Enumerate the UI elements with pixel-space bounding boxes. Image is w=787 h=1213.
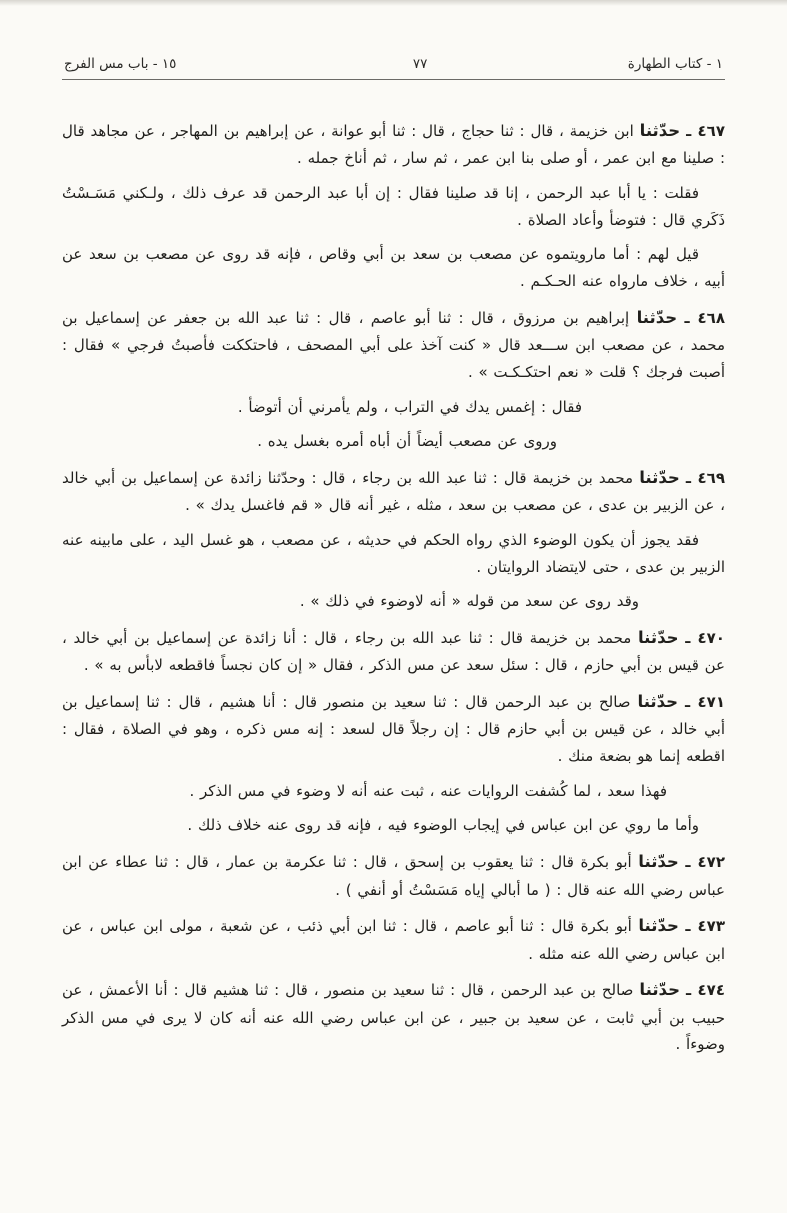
hadith-474 — [62, 975, 725, 1058]
hadith-468 — [62, 303, 725, 386]
hadith-text: محمد بن خزيمة قال : ثنا عبد الله بن رجاء ، قال : أنا زائدة عن إسماعيل بن أبي خالد ، عن قيس بن أبي حازم ، قال : سئل سعد عن مس الذكر ، فقال « إن كان نجساً فاقطعه لابأس به » . — [62, 629, 725, 675]
header-book-title: ١ - كتاب الطهارة — [627, 56, 723, 72]
commentary-467-a — [62, 180, 725, 233]
haddathana-lead: حدّثنا — [639, 467, 680, 487]
hadith-number: ٤٧١ ـ — [685, 693, 725, 712]
hadith-number: ٤٦٩ ـ — [685, 468, 725, 487]
hadith-467 — [62, 116, 725, 172]
hadith-text: صالح بن عبد الرحمن ، قال : ثنا سعيد بن منصور ، قال : ثنا هشيم قال : أنا الأعمش ، عن حبيب بن أبي ثابت ، عن سعيد بن جبير ، عن ابن عباس رضي الله عنه أنه كان لا يرى في مس الذكر وضوءاً . — [62, 981, 725, 1054]
hadith-number: ٤٧٠ ـ — [685, 629, 725, 648]
commentary-text: فقد يجوز أن يكون الوضوء الذي رواه الحكم في حديثه ، عن مصعب ، هو غسل اليد ، على مابينه عنه الزبير بن عدى ، حتى لايتضاد الروايتان . — [62, 530, 725, 576]
commentary-467-b — [62, 241, 725, 294]
commentary-text: قيل لهم : أما مارويتموه عن مصعب بن سعد بن أبي وقاص ، فإنه قد روى عن مصعب بن سعد عن أبيه ، خلاف مارواه عنه الحـكـم . — [62, 245, 725, 291]
haddathana-lead: حدّثنا — [639, 980, 680, 1000]
hadith-473 — [62, 911, 725, 967]
hadith-number: ٤٧٢ ـ — [685, 853, 725, 872]
page-body — [62, 116, 725, 1058]
hadith-469 — [62, 463, 725, 519]
commentary-469-a — [62, 527, 725, 580]
hadith-472 — [62, 847, 725, 903]
quote-468-b — [62, 428, 725, 455]
commentary-471-b — [62, 812, 725, 839]
hadith-470 — [62, 623, 725, 679]
hadith-text: ابن خزيمة ، قال : ثنا حجاج ، قال : ثنا أبو عوانة ، عن إبراهيم بن المهاجر ، عن مجاهد قال : صلينا مع ابن عمر ، أو صلى بنا ابن عمر ، ثم سار ، ثم أناخ جمله . — [62, 122, 725, 168]
hadith-number: ٤٧٤ ـ — [685, 981, 725, 1000]
hadith-number: ٤٧٣ ـ — [685, 917, 725, 936]
header-chapter-title: ١٥ - باب مس الفرج — [64, 56, 177, 72]
hadith-text: محمد بن خزيمة قال : ثنا عبد الله بن رجاء ، قال : وحدّثنا زائدة عن إسماعيل بن أبي خالد ، عن الزبير بن عدى ، عن مصعب بن سعد ، مثله ، غير أنه قال « قم فاغسل يدك » . — [62, 468, 725, 515]
haddathana-lead: حدّثنا — [639, 121, 681, 140]
hadith-number: ٤٦٨ ـ — [684, 308, 725, 327]
quote-469-b — [62, 588, 725, 615]
hadith-text: صالح بن عبد الرحمن قال : ثنا سعيد بن منصور قال : أنا هشيم ، قال : ثنا إسماعيل بن أبي خالد ، عن قيس بن أبي حازم قال : إن رجلاً قال لسعد : إنه مس ذكره ، وهو في الصلاة ، فقال : اقطعه إنما هو بضعة منك . — [62, 693, 725, 766]
haddathana-lead: حدّثنا — [638, 916, 679, 936]
hadith-text: أبو بكرة قال : ثنا أبو عاصم ، قال : ثنا ابن أبي ذئب ، عن شعبة ، مولى ابن عباس ، عن ابن عباس رضي الله عنه مثله . — [62, 917, 725, 963]
haddathana-lead: حدّثنا — [638, 852, 679, 872]
haddathana-lead: حدّثنا — [637, 692, 679, 712]
hadith-text: أبو بكرة قال : ثنا يعقوب بن إسحق ، قال : ثنا عكرمة بن عمار ، قال : ثنا عطاء عن ابن عباس رضي الله عنه قال : ( ما أبالي إياه مَسَسْتُ أو أنفي ) . — [62, 853, 725, 899]
scan-edge-shadow — [0, 0, 787, 6]
haddathana-lead: حدّثنا — [637, 628, 679, 648]
commentary-text: فقلت : يا أبا عبد الرحمن ، إنا قد صلينا فقال : إن أبا عبد الرحمن قد عرف ذلك ، ولـكني مَسَـسْتُ ذَكَري قال : فتوضأ وأعاد الصلاة . — [62, 184, 725, 229]
quote-468-a — [62, 394, 725, 421]
commentary-text: وأما ما روي عن ابن عباس في إيجاب الوضوء فيه ، فإنه قد روى عنه خلاف ذلك . — [187, 816, 699, 835]
hadith-number: ٤٦٧ ـ — [686, 122, 725, 140]
haddathana-lead: حدّثنا — [636, 307, 678, 327]
quote-text: وروى عن مصعب أيضاً أن أباه أمره بغسل يده . — [257, 432, 557, 451]
quote-text: وقد روى عن سعد من قوله « أنه لاوضوء في ذلك » . — [299, 592, 639, 611]
hadith-text: إبراهيم بن مرزوق ، قال : ثنا أبو عاصم ، قال : ثنا عبد الله بن جعفر عن إسماعيل بن محمد ، عن مصعب ابن ســـعد قال « كنت آخذ على أبي المصحف ، فاحتككت فأصبتُ فرجي » فقال : أصبت فرجك ؟ قلت « نعم احتكـكـت » . — [62, 308, 725, 381]
header-rule — [62, 79, 725, 80]
hadith-471 — [62, 687, 725, 770]
page-header — [62, 56, 725, 79]
commentary-471-a — [62, 778, 725, 805]
page-number: ٧٧ — [412, 56, 428, 72]
commentary-text: فهذا سعد ، لما كُشفت الروايات عنه ، ثبت عنه أنه لا وضوء في مس الذكر . — [189, 781, 667, 800]
quote-text: فقال : إغمس يدك في التراب ، ولم يأمرني أن أتوضأ . — [237, 397, 582, 416]
